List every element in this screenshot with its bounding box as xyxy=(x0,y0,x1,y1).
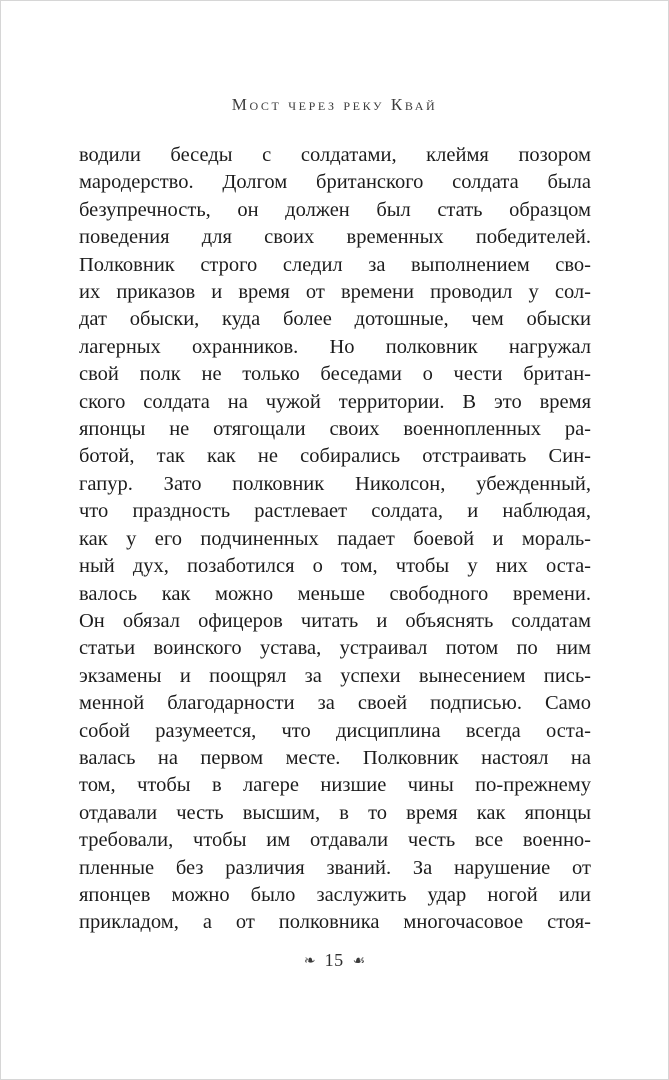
body-text-line: японцев можно было заслужить удар ногой или xyxy=(79,883,591,906)
fleuron-right-icon: ☙ xyxy=(352,954,366,969)
body-text-line: собой разумеется, что дисциплина всегда оста- xyxy=(79,719,591,742)
body-text-line: свой полк не только беседами о чести британ- xyxy=(79,363,591,386)
body-text-line: ского солдата на чужой территории. В это время xyxy=(79,390,591,413)
body-text-line: требовали, чтобы им отдавали честь все военно- xyxy=(79,829,591,852)
page-number: 15 xyxy=(324,950,344,970)
body-text-line: поведения для своих временных победителей. xyxy=(79,226,591,249)
body-text-line: гапур. Зато полковник Николсон, убежденный, xyxy=(79,472,591,495)
body-text-line: лагерных охранников. Но полковник нагружал xyxy=(79,335,591,358)
body-text-line: менной благодарности за своей подписью. Само xyxy=(79,692,591,715)
body-text-line: их приказов и время от времени проводил у сол- xyxy=(79,281,591,304)
body-text-line: что праздность растлевает солдата, и наблюдая, xyxy=(79,500,591,523)
body-text-line: отдавали честь высшим, в то время как японцы xyxy=(79,801,591,824)
body-text-line: ботой, так как не собирались отстраивать Син- xyxy=(79,445,591,468)
body-text-line: Полковник строго следил за выполнением сво- xyxy=(79,253,591,276)
body-text-line: японцы не отягощали своих военнопленных ра- xyxy=(79,418,591,441)
body-text-line: как у его подчиненных падает боевой и мораль- xyxy=(79,527,591,550)
page-footer xyxy=(1,950,668,971)
body-text-line: ный дух, позаботился о том, чтобы у них оста- xyxy=(79,555,591,578)
running-title: Мост через реку Квай xyxy=(231,95,438,114)
body-text-line: мародерство. Долгом британского солдата была xyxy=(79,171,591,194)
body-text-line: экзамены и поощрял за успехи вынесением пись- xyxy=(79,664,591,687)
body-text-line: статьи воинского устава, устраивал потом по ним xyxy=(79,637,591,660)
body-text-line: валось как можно меньше свободного времени. xyxy=(79,582,591,605)
body-text-line: валась на первом месте. Полковник настоял на xyxy=(79,746,591,769)
body-text-line: безупречность, он должен был стать образцом xyxy=(79,198,591,221)
body-text-line: том, чтобы в лагере низшие чины по-прежнему xyxy=(79,774,591,797)
body-text-line: пленные без различия званий. За нарушение от xyxy=(79,856,591,879)
body-text-line: дат обыски, куда более дотошные, чем обыски xyxy=(79,308,591,331)
body-text-line: Он обязал офицеров читать и объяснять солдатам xyxy=(79,609,591,632)
body-text-line: водили беседы с солдатами, клеймя позором xyxy=(79,144,591,166)
body-text-line: прикладом, а от полковника многочасовое стоя- xyxy=(79,911,591,934)
body-text xyxy=(79,142,591,937)
fleuron-left-icon: ❧ xyxy=(303,954,316,969)
